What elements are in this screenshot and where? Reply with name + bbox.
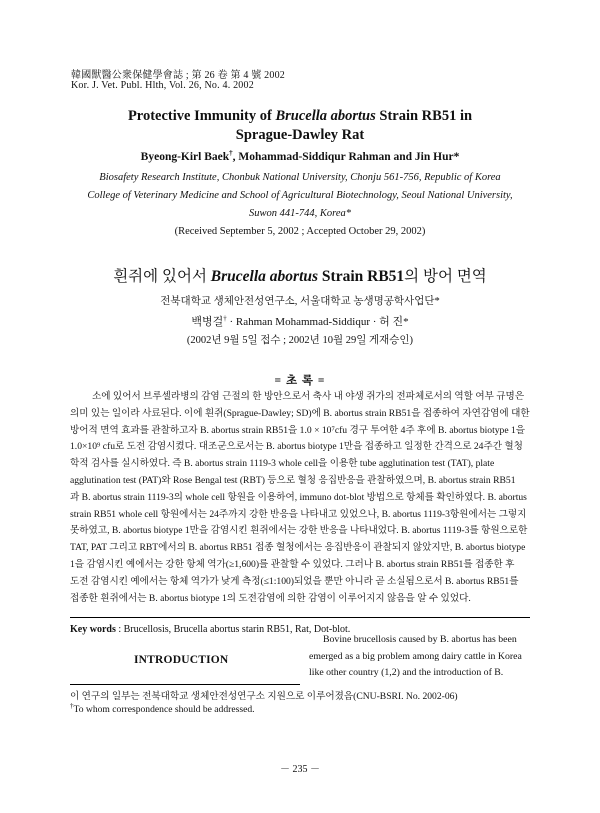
korean-title-strain: Strain RB51 [318,268,405,285]
korean-authors [0,313,600,329]
introduction-heading: INTRODUCTION [134,654,229,666]
abstract-heading: = 초 록 = [274,375,326,387]
footnote-mark: † [70,701,74,710]
title-text: Protective Immunity of [127,108,276,124]
abstract-line: 접종한 흰쥐에서는 B. abortus biotype 1의 도전감염에 의한 감염이 이루어지지 않음을 알 수 있었다. [70,592,471,604]
korean-title-species: Brucella abortus [210,268,319,285]
page-number: － 235 － [280,764,320,775]
korean-author-first: 백병걸 [191,316,224,328]
abstract-line: agglutination test (PAT)와 Rose Bengal test (RBT) 등으로 혈청 응집반응을 관찰하였으며, B. abortus strain RB51 [70,474,516,486]
abstract-line: 학적 검사를 실시하였다. 즉 B. abortus strain 1119-3 whole cell을 이용한 tube agglutination test (TAT), plate [70,458,495,470]
affiliation-line2: College of Veterinary Medicine and School of Agricultural Biotechnology, Seoul National University, [87,190,513,201]
section-divider [70,617,530,618]
authors [0,151,600,163]
korean-title [0,264,600,286]
korean-affiliation: 전북대학교 생체안전성연구소, 서울대학교 농생명공학사업단* [160,296,440,307]
title-species: Brucella abortus [275,108,376,124]
korean-corresponding-mark: † [223,314,227,323]
abstract-line: 방어적 면역 효과를 관찰하고자 B. abortus strain RB51을 1.0 × 10⁷cfu 경구 투여한 4주 후에 B. abortus biotype 1을 [70,424,526,436]
footnote-funding: 이 연구의 일부는 전북대학교 생체안전성연구소 지원으로 이루어졌음(CNU-BSRI. No. 2002-06) [70,691,458,702]
abstract-line: TAT, PAT 그리고 RBT에서의 B. abortus RB51 접종 혈청에서는 응집반응이 관찰되지 않았지만, B. abortus biotype [70,542,526,554]
affiliation-line1: Biosafety Research Institute, Chonbuk National University, Chonju 561-756, Republic of Korea [99,172,501,183]
intro-line: emerged as a big problem among dairy cattle in Korea [309,650,522,662]
intro-line: Bovine brucellosis caused by B. abortus has been [323,634,517,645]
affiliation-line3: Suwon 441-744, Korea* [249,208,351,219]
abstract-line: 1을 감염시킨 예에서는 강한 항체 역가(≥1,600)를 관찰할 수 있었다. 그러나 B. abortus strain RB51를 접종한 후 [70,558,515,570]
abstract-line: 소에 있어서 브루셀라병의 감염 근절의 한 방안으로서 축사 내 야생 쥐가의 전파체로서의 역할 여부 규명은 [92,391,525,402]
footnote-correspondence-text: To whom correspondence should be addressed. [73,704,255,715]
footnote-divider [70,684,300,685]
journal-header-english: Kor. J. Vet. Publ. Hlth, Vol. 26, No. 4. 2002 [71,80,254,91]
abstract-line: 못하였고, B. abortus biotype 1만을 감염시킨 흰쥐에서는 강한 반응을 나타내었다. B. abortus 1119-3를 항원으로한 [70,525,528,537]
korean-title-end: 의 방어 면역 [404,268,487,285]
received-dates: (Received September 5, 2002 ; Accepted October 29, 2002) [174,226,426,237]
abstract-line: 과 B. abortus strain 1119-3의 whole cell 항원을 이용하여, immuno dot-blot 방법으로 항체를 확인하였다. B. abortus [70,491,527,503]
korean-title-text: 흰쥐에 있어서 [113,268,211,285]
abstract-line: 도전 감염시킨 예에서는 항체 역가가 낮게 측정(≤1:100)되었을 뿐만 아니라 곧 소실됨으로서 B. abortus RB51를 [70,575,519,587]
footnote-correspondence [70,701,255,715]
keywords-text: : Brucellosis, Brucella abortus starin RB51, Rat, Dot-blot. [118,624,351,635]
paper-title-line1 [0,108,600,125]
author-first: Byeong-Kirl Baek [140,151,230,163]
abstract-line: 의미 있는 일이라 사료된다. 이에 흰쥐(Sprague-Dawley; SD)에 B. abortus strain RB51을 접종하여 자연감염에 대한 [70,407,530,419]
author-rest: , Mohammad-Siddiqur Rahman and Jin Hur* [232,151,460,163]
korean-author-rest: · Rahman Mohammad-Siddiqur · 허 진* [226,316,409,328]
keywords-label: Key words [70,624,116,635]
korean-received-dates: (2002년 9월 5일 접수 ; 2002년 10월 29일 게재승인) [186,335,414,346]
corresponding-mark: † [229,149,233,158]
journal-header-korean: 韓國獸醫公衆保健學會誌 ; 第 26 卷 第 4 號 2002 [71,70,285,81]
introduction-column [309,632,530,682]
paper-title-line2: Sprague-Dawley Rat [235,127,365,143]
title-text-rest: Strain RB51 in [375,108,473,124]
abstract-body [70,389,530,607]
abstract-line: 1.0×10⁹ cfu로 도전 감염시켰다. 대조군으로서는 B. abortus biotype 1만을 접종하고 일정한 간격으로 24주간 혈청 [70,441,523,453]
abstract-line: strain RB51 whole cell 항원에서는 24주까지 강한 반응을 나타내고 있었으나, B. abortus 1119-3항원에서는 그렇지 [70,508,527,520]
intro-line: like other country (1,2) and the introduction of B. [309,667,504,678]
